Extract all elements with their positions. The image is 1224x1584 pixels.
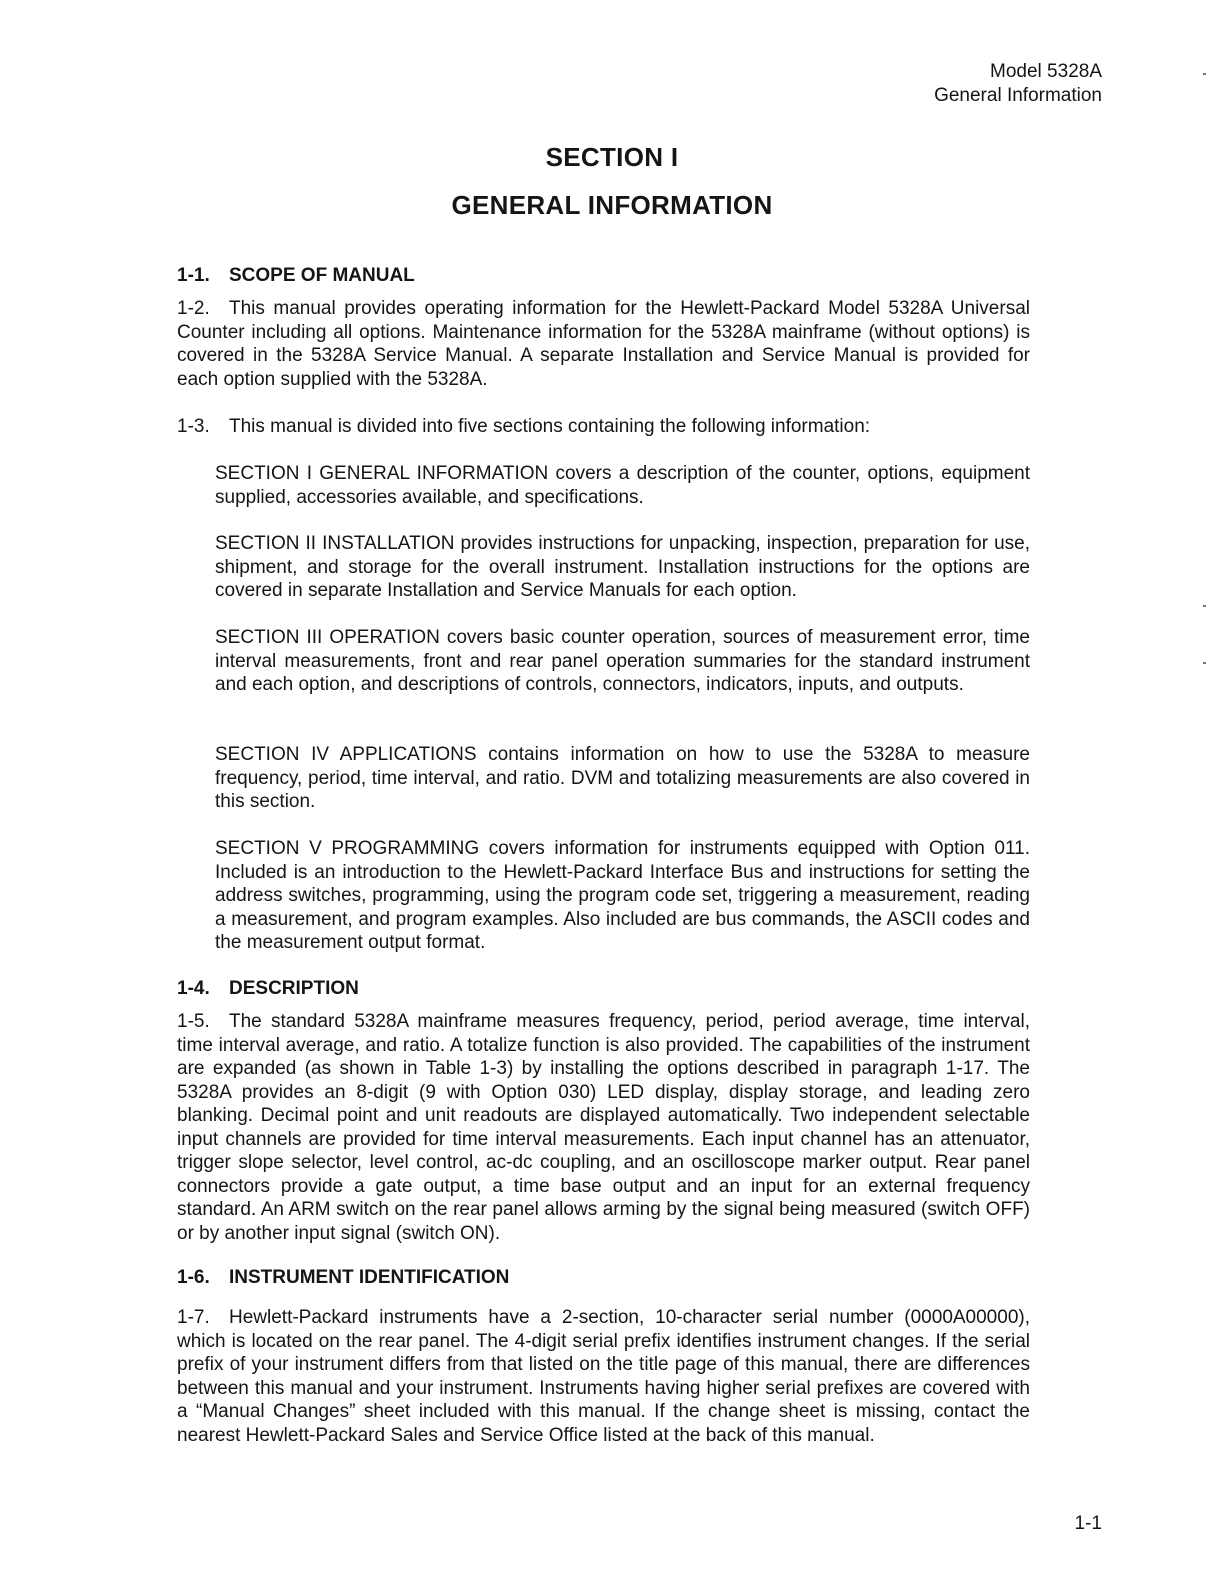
paragraph-number: 1-3. — [177, 416, 210, 437]
section-list-item-2: SECTION II INSTALLATION provides instructions for unpacking, inspection, preparation for use, shipment, and storage for the overall instrument. Installation instructions for the options are covered in separate Installation and Service Manuals for each option. — [215, 533, 1030, 601]
paragraph-1-5 — [177, 1010, 1030, 1245]
heading-number: 1-6. — [177, 1267, 210, 1288]
section-list-item-1: SECTION I GENERAL INFORMATION covers a description of the counter, options, equipment supplied, accessories available, and specifications. — [215, 463, 1030, 508]
heading-text: DESCRIPTION — [229, 978, 359, 999]
paragraph-text: The standard 5328A mainframe measures frequency, period, period average, time interval, time interval average, and ratio. A totalize function is also provided. The capabilities of the instrument are expanded (as shown in Table 1-3) by installing the options described in paragraph 1-17. The 5328A provides an 8-digit (9 with Option 030) LED display, display storage, and leading zero blanking. Decimal point and unit readouts are displayed automatically. Two independent selectable input channels are provided for time interval measurements. Each input channel has an attenuator, trigger slope selector, level control, ac-dc coupling, and an oscilloscope marker output. Rear panel connectors provide a gate output, a time base output and an input for an external frequency standard. An ARM switch on the rear panel allows arming by the signal being measured (switch OFF) or by another input signal (switch ON). — [177, 1011, 1030, 1244]
paragraph-text: Hewlett-Packard instruments have a 2-section, 10-character serial number (0000A00000), which is located on the rear panel. The 4-digit serial prefix identifies instrument changes. If the serial prefix of your instrument differs from that listed on the title page of this manual, there are differences between this manual and your instrument. Instruments having higher serial prefixes are covered with a “Manual Changes” sheet included with this manual. If the change sheet is missing, contact the nearest Hewlett-Packard Sales and Service Office listed at the back of this manual. — [177, 1307, 1030, 1446]
heading-description — [177, 978, 359, 1000]
section-list-item-3: SECTION III OPERATION covers basic counter operation, sources of measurement error, time interval measurements, front and rear panel operation summaries for the standard instrument and each option, and descriptions of controls, connectors, indicators, inputs, and outputs. — [215, 627, 1030, 695]
running-head — [934, 60, 1102, 108]
heading-text: INSTRUMENT IDENTIFICATION — [229, 1267, 510, 1288]
heading-text: SCOPE OF MANUAL — [229, 265, 415, 286]
section-list-item-5: SECTION V PROGRAMMING covers information for instruments equipped with Option 011. Included is an introduction to the Hewlett-Packard Interface Bus and instructions for setting the address switches, programming, using the program code set, triggering a measurement, reading a measurement, and program examples. Also included are bus commands, the ASCII codes and the measurement output format. — [215, 838, 1030, 953]
scan-speck — [1203, 662, 1206, 664]
section-title: GENERAL INFORMATION — [451, 190, 773, 220]
heading-scope-of-manual — [177, 265, 415, 287]
paragraph-text: This manual provides operating information for the Hewlett-Packard Model 5328A Universal Counter including all options. Maintenance information for the 5328A mainframe (without options) is covered in the 5328A Service Manual. A separate Installation and Service Manual is provided for each option supplied with the 5328A. — [177, 298, 1030, 390]
paragraph-1-2 — [177, 297, 1030, 391]
section-number: SECTION I — [545, 142, 679, 172]
page-number: 1-1 — [1074, 1513, 1102, 1534]
heading-number: 1-4. — [177, 978, 210, 999]
paragraph-text: This manual is divided into five sections containing the following information: — [229, 416, 871, 437]
paragraph-number: 1-7. — [177, 1307, 210, 1328]
heading-instrument-identification — [177, 1267, 509, 1289]
scan-speck — [1203, 605, 1206, 607]
paragraph-1-7 — [177, 1306, 1030, 1447]
running-head-model: Model 5328A — [990, 61, 1102, 82]
running-head-topic: General Information — [934, 85, 1102, 106]
paragraph-number: 1-5. — [177, 1011, 210, 1032]
paragraph-1-3 — [177, 415, 1030, 439]
section-list-item-4: SECTION IV APPLICATIONS contains information on how to use the 5328A to measure frequency, period, time interval, and ratio. DVM and totalizing measurements are also covered in this section. — [215, 744, 1030, 812]
scan-speck — [1203, 73, 1206, 75]
paragraph-number: 1-2. — [177, 298, 210, 319]
heading-number: 1-1. — [177, 265, 210, 286]
